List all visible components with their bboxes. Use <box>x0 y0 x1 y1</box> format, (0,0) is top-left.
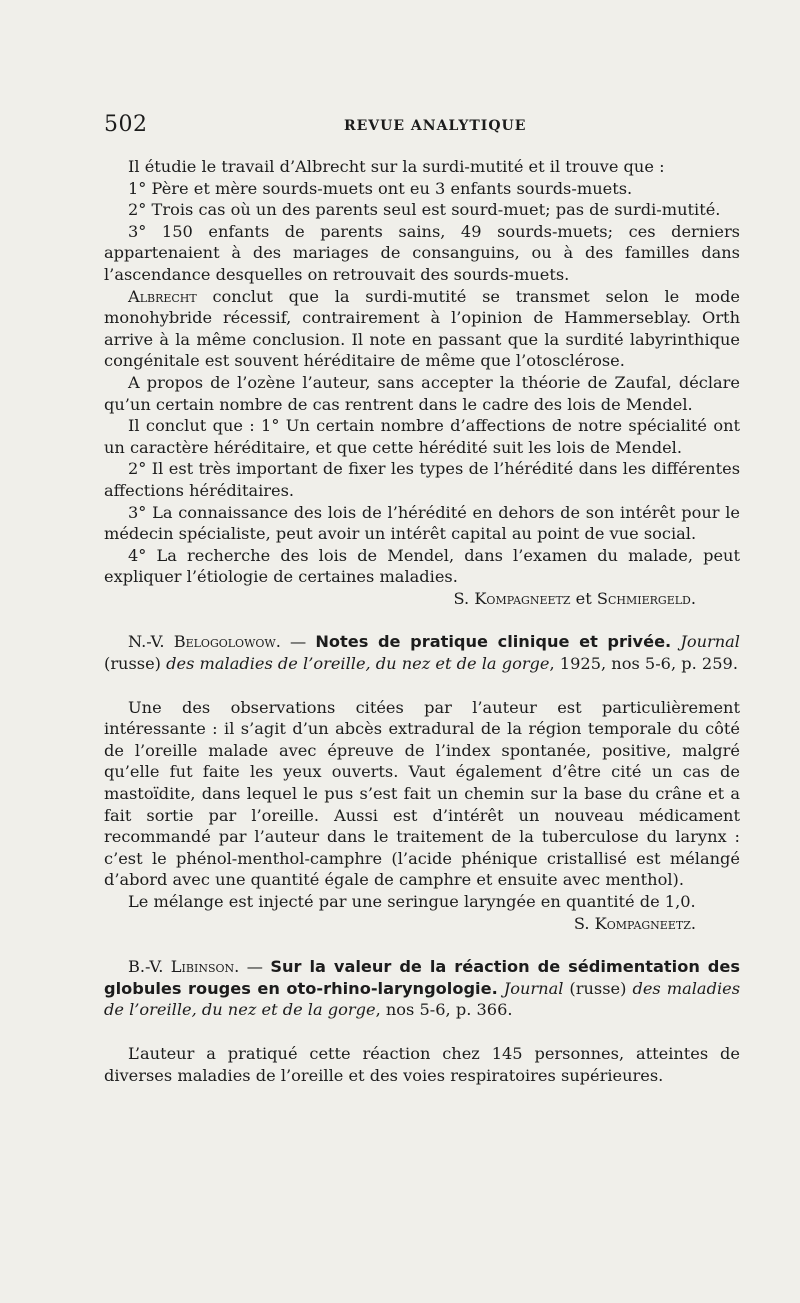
paragraph: Il étudie le travail d’Albrecht sur la surdi-mutité et il trouve que : <box>128 157 665 176</box>
reference-details: , nos 5-6, p. 366. <box>375 1000 513 1020</box>
signature-joiner: et <box>570 588 597 608</box>
paragraph: Le mélange est injecté par une seringue laryngée en quantité de 1,0. <box>128 892 696 911</box>
paragraph: Une des observations citées par l’auteur est particulièrement intéressante : il s’agit d’un abcès extradural de la région temporale du côté de l’oreille malade avec épreuve de l’index spontanée, positive, malgré qu’elle fut faite les yeux ouverts. Vaut également d’être cité un cas de mastoïdite, dans lequel le pus s’est fait un chemin sur la base du crâne et a fait sortie par l’oreille. Aussi est d’intérêt un nouveau médicament recommandé par l’auteur dans le traitement de la tuberculose du larynx : c’est le phénol-menthol-camphre (l’acide phénique cristallisé est mélangé d’abord avec une quantité égale de camphre et ensuite avec menthol). <box>104 697 740 890</box>
paragraph: 2° Trois cas où un des parents seul est sourd-muet; pas de surdi-mutité. <box>128 200 721 220</box>
author-name: Belogolowow. <box>173 632 281 652</box>
paragraph: 3° 150 enfants de parents sains, 49 sourds-muets; ces derniers appartenaient à des mariages de consanguins, ou à des familles dans l’ascendance desquelles on retrouvait des sourds-muets. <box>104 221 740 284</box>
language-note: (russe) <box>104 654 167 674</box>
dash: — <box>239 957 271 977</box>
signature-author: S. Kompagneetz. <box>573 913 696 933</box>
running-head: REVUE ANALYTIQUE <box>344 118 527 134</box>
paragraph: Il conclut que : 1° Un certain nombre d’affections de notre spécialité ont un caractère héréditaire, et que cette hérédité suit les lois de Mendel. <box>104 416 740 457</box>
paragraph: 1° Père et mère sourds-muets ont eu 3 enfants sourds-muets. <box>128 178 633 198</box>
journal-name: des maladies de l’oreille, du nez et de la gorge <box>104 978 741 1020</box>
paragraph: 3° La connaissance des lois de l’hérédité en dehors de son intérêt pour le médecin spécialiste, peut avoir un intérêt capital au point de vue social. <box>104 502 740 544</box>
paragraph: L’auteur a pratiqué cette réaction chez 145 personnes, atteintes de diverses maladies de l’oreille et des voies respiratoires supérieures. <box>104 1043 740 1085</box>
author-initials: N.-V. <box>128 632 174 652</box>
paragraph-text: conclut que la surdi-mutité se transmet selon le mode monohybride récessif, contrairement à l’opinion de Hammerseblay. Orth arrive à la même conclusion. Il note en passant que la surdité labyrinthique congénitale est souvent héréditaire de même que l’otosclérose. <box>104 286 740 371</box>
signature-author: S. Kompagneetz <box>453 588 571 608</box>
paragraph <box>104 286 740 372</box>
author-name: Albrecht <box>128 286 197 306</box>
paragraph: 4° La recherche des lois de Mendel, dans l’examen du malade, peut expliquer l’étiologie de certaines maladies. <box>104 545 740 587</box>
author-name: Libinson. <box>170 957 240 977</box>
signature <box>104 913 740 935</box>
article-reference <box>104 956 740 1021</box>
paragraph: 2° Il est très important de fixer les types de l’hérédité dans les différentes affections héréditaires. <box>104 459 740 500</box>
article-title: Sur la valeur de la réaction de sédimentation des globules rouges en oto-rhino-laryngologie. <box>104 957 740 998</box>
page-number: 502 <box>104 112 148 137</box>
signature-author: Schmiergeld. <box>596 588 696 608</box>
paragraph: A propos de l’ozène l’auteur, sans accepter la théorie de Zaufal, déclare qu’un certain nombre de cas rentrent dans le cadre des lois de Mendel. <box>104 372 740 414</box>
article-title: Notes de pratique clinique et privée. <box>315 632 672 652</box>
dash: — <box>280 632 316 652</box>
journal-name: Journal <box>497 978 564 998</box>
page-header <box>104 112 740 142</box>
signature <box>104 588 740 610</box>
article-reference <box>104 631 740 674</box>
journal-name: Journal <box>671 632 740 652</box>
journal-name: des maladies de l’oreille, du nez et de la gorge <box>166 654 550 674</box>
language-note: (russe) <box>563 978 633 998</box>
author-initials: B.-V. <box>128 957 171 977</box>
body-text <box>104 156 740 1086</box>
reference-details: , 1925, nos 5-6, p. 259. <box>549 654 738 674</box>
